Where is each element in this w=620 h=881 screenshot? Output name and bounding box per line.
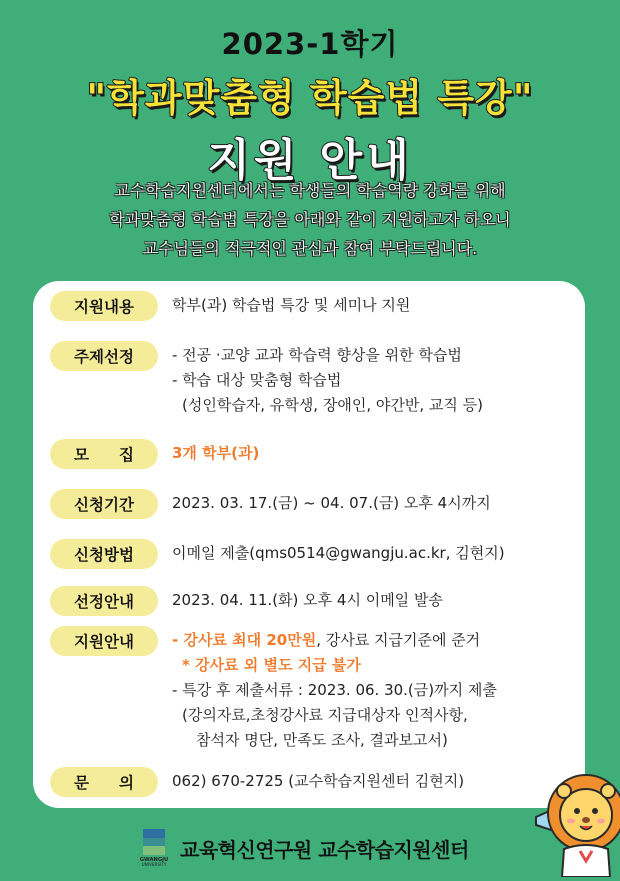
lion-mascot-icon bbox=[530, 765, 620, 877]
support-highlight: 강사료 최대 20만원 bbox=[183, 631, 317, 649]
intro-line: 교수학습지원센터에서는 학생들의 학습역량 강화를 위해 bbox=[114, 181, 506, 200]
label-support-info: 지원안내 bbox=[50, 626, 158, 656]
value-method: 이메일 제출(qms0514@gwangju.ac.kr, 김현지) bbox=[172, 544, 505, 562]
label-recruit-char: 집 bbox=[119, 446, 134, 464]
row-support-content bbox=[50, 291, 410, 321]
row-support-info bbox=[50, 626, 497, 753]
value-recruit: 3개 학부(과) bbox=[172, 444, 260, 462]
support-rest: , 강사료 지급기준에 준거 bbox=[316, 631, 481, 649]
organization-name: 교육혁신연구원 교수학습지원센터 bbox=[180, 837, 469, 862]
label-contact bbox=[50, 767, 158, 797]
sub-title: 지원 안내 bbox=[207, 135, 413, 186]
support-note: * 강사료 외 별도 지급 불가 bbox=[182, 656, 361, 674]
logo-text: UNIVERSITY bbox=[141, 862, 167, 867]
support-dash: - bbox=[172, 631, 184, 649]
row-topic bbox=[50, 341, 483, 418]
label-method: 신청방법 bbox=[50, 539, 158, 569]
topic-line: - 전공 ·교양 교과 학습력 향상을 위한 학습법 bbox=[172, 346, 462, 364]
value-topic bbox=[172, 341, 483, 418]
support-line: 참석자 명단, 만족도 조사, 결과보고서) bbox=[196, 731, 448, 749]
support-line: - 특강 후 제출서류 : 2023. 06. 30.(금)까지 제출 bbox=[172, 681, 497, 699]
row-method bbox=[50, 539, 505, 569]
semester-label: 2023-1학기 bbox=[221, 27, 399, 61]
label-support-content: 지원내용 bbox=[50, 291, 158, 321]
support-line bbox=[172, 628, 497, 653]
row-notice bbox=[50, 586, 443, 616]
row-period bbox=[50, 489, 491, 519]
row-contact bbox=[50, 767, 464, 797]
intro-text bbox=[0, 176, 620, 263]
intro-line: 학과맞춤형 학습법 특강을 아래와 같이 지원하고자 하오니 bbox=[109, 210, 511, 229]
label-contact-char: 의 bbox=[119, 774, 134, 792]
info-card bbox=[33, 281, 585, 808]
support-line: (강의자료,초청강사료 지급대상자 인적사항, bbox=[182, 706, 468, 724]
value-support-info bbox=[172, 626, 497, 753]
label-topic: 주제선정 bbox=[50, 341, 158, 371]
label-period: 신청기간 bbox=[50, 489, 158, 519]
label-contact-char: 문 bbox=[74, 774, 89, 792]
label-notice: 선정안내 bbox=[50, 586, 158, 616]
value-notice: 2023. 04. 11.(화) 오후 4시 이메일 발송 bbox=[172, 591, 443, 609]
topic-line: - 학습 대상 맞춤형 학습법 bbox=[172, 371, 342, 389]
header bbox=[0, 22, 620, 188]
main-title: "학과맞춤형 학습법 특강" bbox=[86, 76, 534, 120]
label-recruit-char: 모 bbox=[74, 446, 89, 464]
row-recruit bbox=[50, 439, 259, 469]
label-recruit bbox=[50, 439, 158, 469]
value-period: 2023. 03. 17.(금) ~ 04. 07.(금) 오후 4시까지 bbox=[172, 494, 491, 512]
value-support-content: 학부(과) 학습법 특강 및 세미나 지원 bbox=[172, 296, 411, 314]
footer bbox=[140, 828, 469, 868]
intro-line: 교수님들의 적극적인 관심과 참여 부탁드립니다. bbox=[142, 239, 478, 258]
university-logo-icon bbox=[140, 829, 168, 867]
logo-text: GWANGJU bbox=[140, 857, 168, 863]
value-contact: 062) 670-2725 (교수학습지원센터 김현지) bbox=[172, 772, 465, 790]
topic-line: (성인학습자, 유학생, 장애인, 야간반, 교직 등) bbox=[182, 396, 483, 414]
